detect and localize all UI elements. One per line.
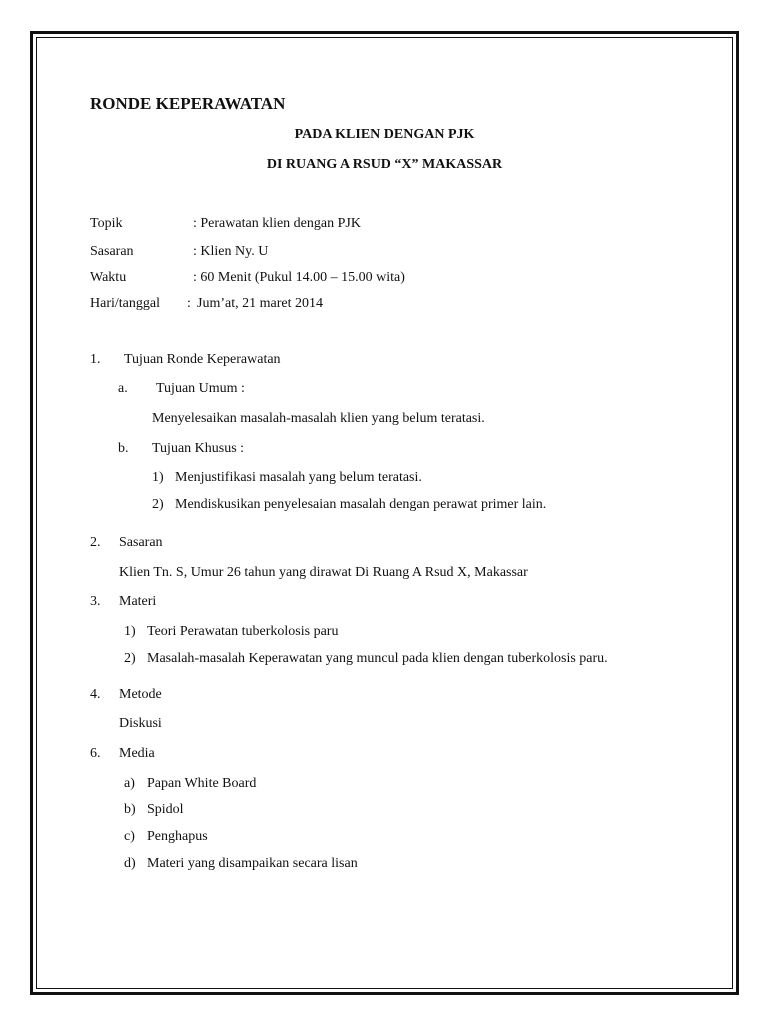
section-number: 3.: [90, 594, 101, 609]
list-marker: 2): [152, 497, 164, 512]
list-marker: 1): [152, 470, 164, 485]
info-label-hari-tanggal: Hari/tanggal: [90, 296, 160, 311]
list-item: Masalah-masalah Keperawatan yang muncul pada klien dengan tuberkolosis paru.: [147, 651, 608, 666]
document-subtitle-2: DI RUANG A RSUD “X” MAKASSAR: [266, 157, 503, 172]
section-title: Tujuan Ronde Keperawatan: [124, 352, 281, 367]
list-marker: 2): [124, 651, 136, 666]
subsection-text: Menyelesaikan masalah-masalah klien yang belum teratasi.: [152, 411, 485, 426]
list-item: Penghapus: [147, 829, 208, 844]
subsection-title: Tujuan Khusus :: [152, 441, 245, 456]
subsection-title: Tujuan Umum :: [156, 381, 245, 396]
section-number: 4.: [90, 687, 101, 702]
section-text: Diskusi: [119, 716, 162, 731]
section-title: Sasaran: [119, 535, 163, 550]
subsection-marker: b.: [118, 441, 129, 456]
document-subtitle-1: PADA KLIEN DENGAN PJK: [294, 127, 475, 142]
info-label-sasaran: Sasaran: [90, 244, 134, 259]
info-value-topik: : Perawatan klien dengan PJK: [193, 216, 361, 231]
list-marker: d): [124, 856, 136, 871]
list-item: Papan White Board: [147, 776, 257, 791]
page-border-inner: [36, 37, 733, 989]
info-label-waktu: Waktu: [90, 270, 127, 285]
list-item: Teori Perawatan tuberkolosis paru: [147, 624, 339, 639]
subsection-marker: a.: [118, 381, 128, 396]
section-title: Media: [119, 746, 155, 761]
list-marker: c): [124, 829, 135, 844]
info-value-waktu: : 60 Menit (Pukul 14.00 – 15.00 wita): [193, 270, 405, 285]
list-marker: a): [124, 776, 135, 791]
section-number: 2.: [90, 535, 101, 550]
list-marker: 1): [124, 624, 136, 639]
info-label-topik: Topik: [90, 216, 123, 231]
list-item: Menjustifikasi masalah yang belum teratasi.: [175, 470, 422, 485]
info-separator: :: [187, 296, 191, 311]
list-item: Spidol: [147, 802, 184, 817]
info-value-sasaran: : Klien Ny. U: [193, 244, 269, 259]
section-number: 1.: [90, 352, 101, 367]
section-number: 6.: [90, 746, 101, 761]
list-item: Materi yang disampaikan secara lisan: [147, 856, 358, 871]
section-title: Materi: [119, 594, 157, 609]
section-title: Metode: [119, 687, 162, 702]
list-marker: b): [124, 802, 136, 817]
document-title: RONDE KEPERAWATAN: [90, 94, 286, 113]
info-value-hari-tanggal: Jum’at, 21 maret 2014: [197, 296, 323, 311]
section-text: Klien Tn. S, Umur 26 tahun yang dirawat Di Ruang A Rsud X, Makassar: [119, 565, 528, 580]
list-item: Mendiskusikan penyelesaian masalah dengan perawat primer lain.: [175, 497, 547, 512]
